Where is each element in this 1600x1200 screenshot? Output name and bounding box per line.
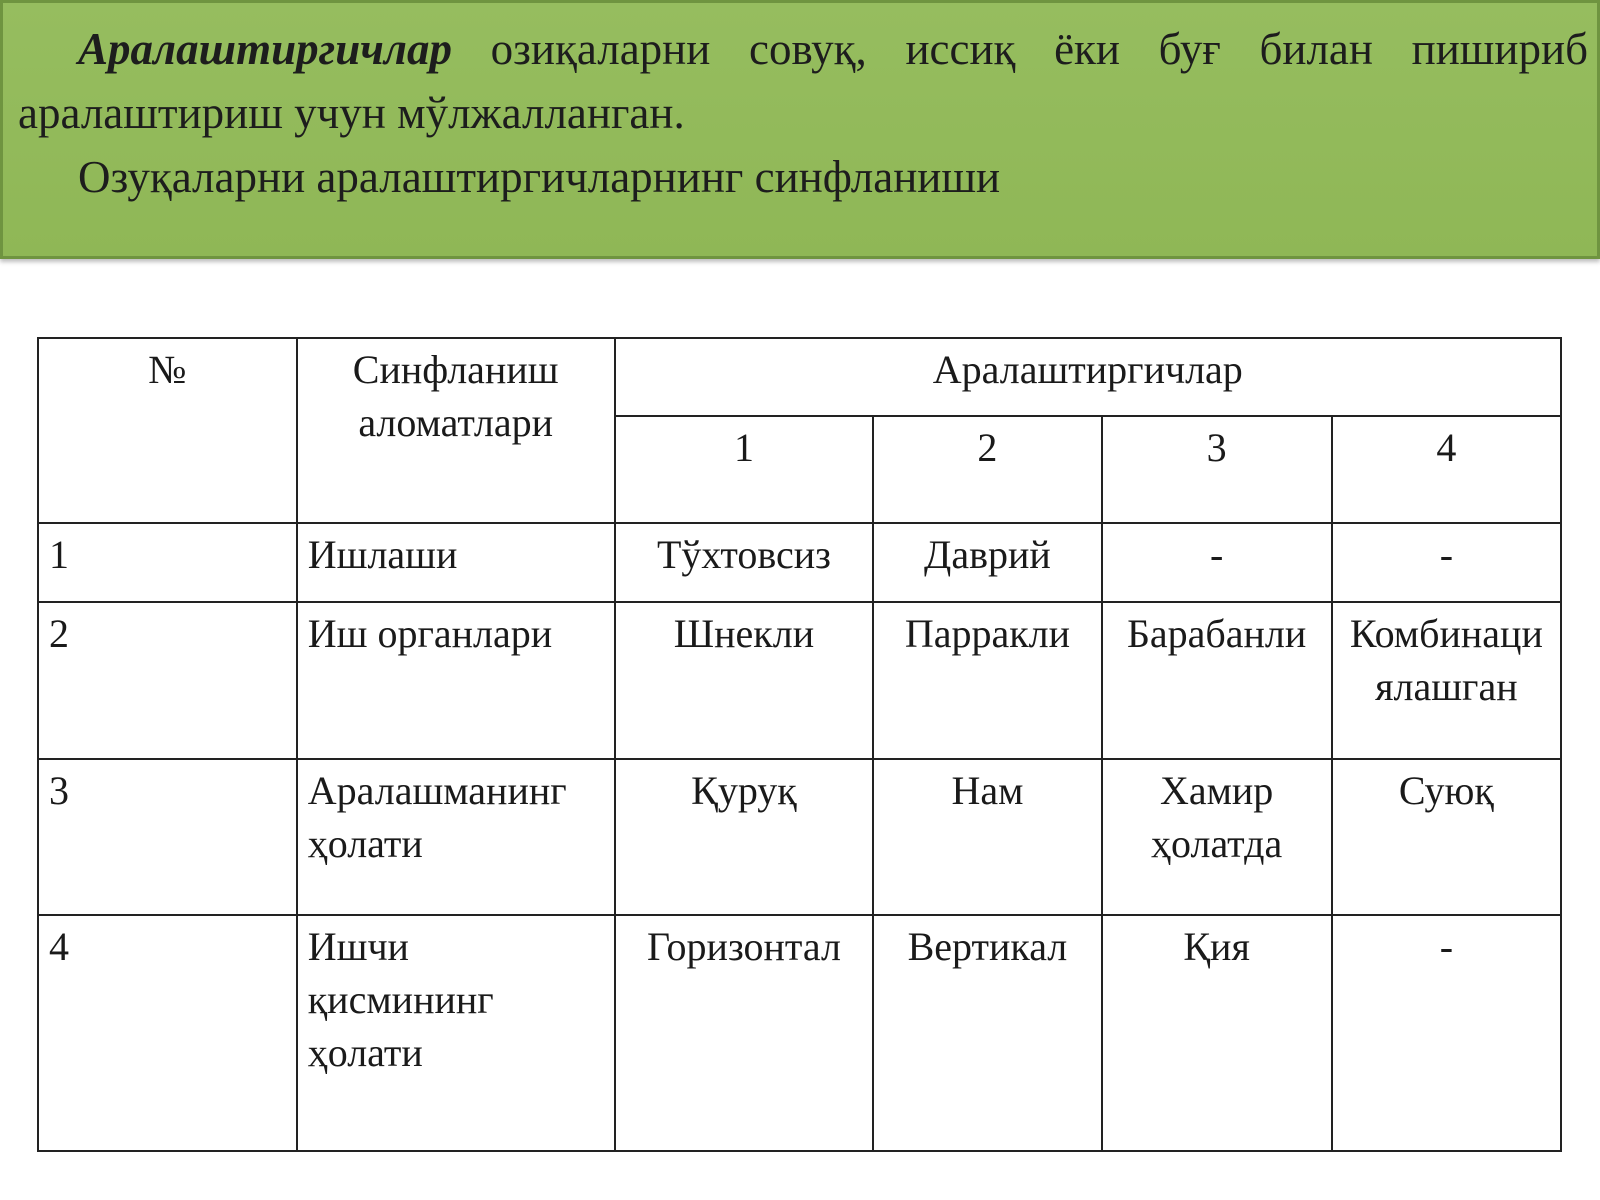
row-value: Суюқ	[1332, 759, 1561, 916]
row-value: Горизонтал	[615, 915, 874, 1151]
header-signs: Синфланиш аломатлари	[297, 338, 615, 523]
row-number: 1	[38, 523, 297, 601]
row-number: 2	[38, 602, 297, 759]
header-col-3: 3	[1102, 416, 1332, 523]
table-row	[38, 759, 1561, 916]
header-row-top	[38, 338, 1561, 416]
header-mixers-group: Аралаштиргичлар	[615, 338, 1561, 416]
row-sign: Иш органлари	[297, 602, 615, 759]
table-row	[38, 523, 1561, 601]
row-value: Даврий	[873, 523, 1101, 601]
table-subtitle: Озуқаларни аралаштиргичларнинг синфланиши	[78, 152, 1001, 202]
row-value: Нам	[873, 759, 1101, 916]
header-number: №	[38, 338, 297, 523]
header-col-1: 1	[615, 416, 874, 523]
row-value: Шнекли	[615, 602, 874, 759]
row-value: Қуруқ	[615, 759, 874, 916]
header-col-2: 2	[873, 416, 1101, 523]
banner-text	[18, 17, 1588, 209]
row-value: -	[1332, 523, 1561, 601]
row-value: Тўхтовсиз	[615, 523, 874, 601]
row-value: Хамир ҳолатда	[1102, 759, 1332, 916]
classification-table	[37, 337, 1562, 1152]
row-number: 3	[38, 759, 297, 916]
row-sign: Ишчи қисмининг ҳолати	[297, 915, 615, 1151]
row-number: 4	[38, 915, 297, 1151]
header-col-4: 4	[1332, 416, 1561, 523]
row-value: Комбинациялашган	[1332, 602, 1561, 759]
row-value: -	[1102, 523, 1332, 601]
row-value: Қия	[1102, 915, 1332, 1151]
row-value: Парракли	[873, 602, 1101, 759]
table-row	[38, 602, 1561, 759]
row-value: -	[1332, 915, 1561, 1151]
mixer-description: озиқаларни совуқ, иссиқ ёки буғ билан пишириб аралаштириш учун мўлжалланган.	[18, 24, 1588, 138]
table-row	[38, 915, 1561, 1151]
header-banner	[0, 0, 1600, 259]
intro-paragraph	[18, 17, 1588, 145]
row-value: Вертикал	[873, 915, 1101, 1151]
row-value: Барабанли	[1102, 602, 1332, 759]
row-sign: Аралашманинг ҳолати	[297, 759, 615, 916]
row-sign: Ишлаши	[297, 523, 615, 601]
mixer-term: Аралаштиргичлар	[78, 24, 452, 74]
